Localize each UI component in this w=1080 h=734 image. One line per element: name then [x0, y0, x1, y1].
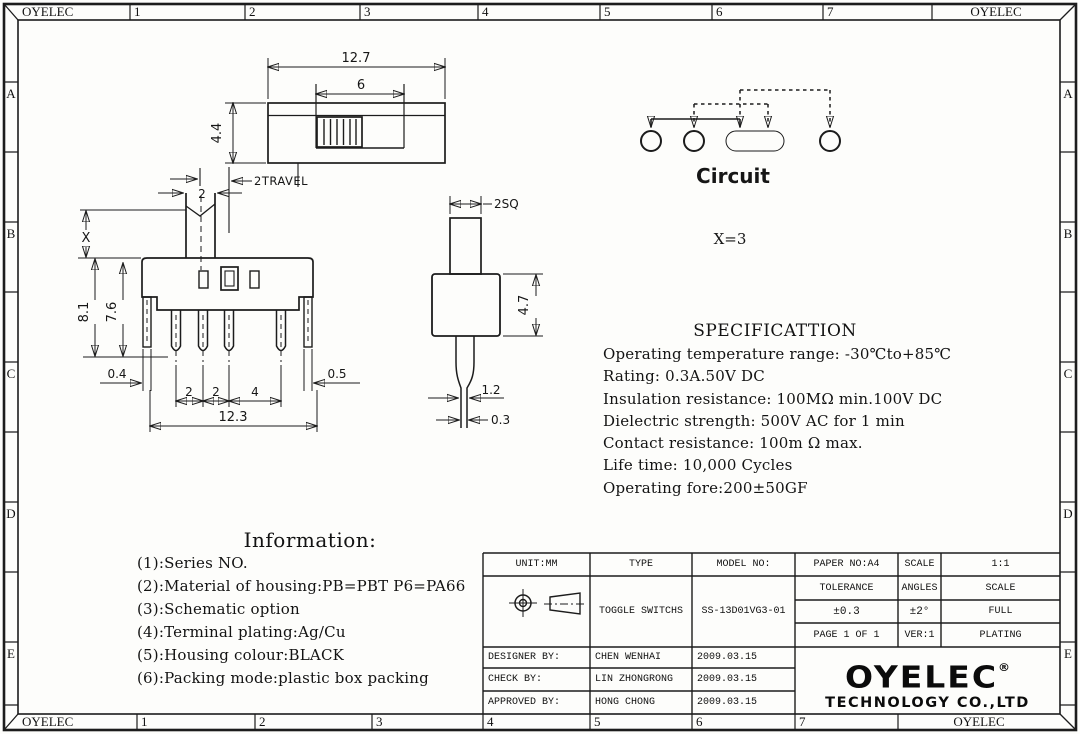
specification-list: [603, 343, 951, 499]
spec-line: Operating temperature range: -30℃to+85℃: [603, 345, 952, 363]
ruler-left-a: A: [6, 86, 16, 101]
ruler-bottom-6: 6: [696, 714, 703, 729]
tb-scale-value: 1:1: [991, 559, 1010, 570]
tb-approved-date: 2009.03.15: [697, 697, 758, 708]
dim-side-height: 4.7: [517, 294, 532, 316]
tb-designer-label: DESIGNER BY:: [488, 652, 561, 663]
ruler-right-d: D: [1063, 506, 1073, 521]
tb-angles-value: ±2°: [909, 605, 930, 618]
ruler-top-1: 1: [134, 4, 141, 19]
ruler-top-6: 6: [716, 4, 723, 19]
projection-symbol-icon: [509, 589, 586, 617]
tb-tolerance-label: TOLERANCE: [819, 582, 874, 594]
spec-line: Life time: 10,000 Cycles: [603, 456, 793, 475]
tb-scale2-label: SCALE: [985, 582, 1016, 594]
tb-check-name: LIN ZHONGRONG: [595, 674, 674, 685]
tb-check-date: 2009.03.15: [697, 674, 758, 685]
ruler-right-a: A: [1063, 86, 1073, 101]
registered-mark-icon: ®: [998, 660, 1011, 674]
dim-stem-square: 2SQ: [494, 197, 519, 211]
ruler-right-b: B: [1063, 226, 1073, 241]
dim-width-total: 12.3: [218, 410, 248, 425]
dim-body-width: 12.7: [341, 51, 371, 66]
terminal-3: [820, 131, 840, 151]
dim-height-x: X: [81, 231, 91, 246]
company-logo: [795, 647, 1060, 714]
tb-type-label: TYPE: [628, 559, 653, 570]
frame-brand-top-right: OYELEC: [970, 4, 1022, 19]
ruler-top-2: 2: [249, 4, 256, 19]
tb-angles-label: ANGLES: [901, 582, 938, 594]
spec-line: Rating: 0.3A.50V DC: [603, 367, 765, 386]
tb-type-value: TOGGLE SWITCHS: [598, 606, 683, 617]
ruler-bottom-7: 7: [799, 714, 806, 729]
ruler-bottom-5: 5: [594, 714, 601, 729]
tb-page: PAGE 1 OF 1: [813, 629, 880, 641]
dim-pin-width: 1.2: [481, 383, 501, 397]
tb-scale2-value: FULL: [988, 606, 1013, 617]
tb-unit: UNIT:MM: [515, 559, 558, 570]
terminal-1: [641, 131, 661, 151]
information-title: Information:: [243, 528, 377, 552]
dim-height-pins: 7.6: [105, 301, 120, 323]
front-view: [77, 193, 360, 432]
specification-title: SPECIFICATTION: [693, 321, 857, 341]
ruler-top-4: 4: [482, 4, 489, 19]
circuit-title: Circuit: [696, 164, 770, 188]
dim-wire-width: 0.3: [491, 413, 511, 427]
ruler-bottom-4: 4: [487, 714, 494, 729]
info-line: (3):Schematic option: [137, 600, 300, 618]
dim-stem-width: 2: [198, 187, 206, 201]
ruler-left-e: E: [7, 646, 15, 661]
tb-paper: PAPER NO:A4: [813, 559, 880, 570]
logo-text: OYELEC: [844, 658, 999, 695]
info-line: (6):Packing mode:plastic box packing: [137, 669, 429, 687]
tb-tolerance-value: ±0.3: [833, 605, 860, 618]
dim-body-height: 4.4: [210, 122, 225, 144]
ruler-left-d: D: [6, 506, 16, 521]
info-line: (4):Terminal plating:Ag/Cu: [137, 623, 346, 641]
frame-brand-top-left: OYELEC: [22, 4, 74, 19]
ruler-bottom-1: 1: [141, 714, 148, 729]
tb-check-label: CHECK BY:: [488, 674, 543, 685]
dim-slot-width: 6: [356, 78, 366, 93]
info-line: (1):Series NO.: [137, 554, 248, 572]
dim-pitch-1: 2: [185, 385, 193, 399]
ruler-bottom-3: 3: [376, 714, 383, 729]
spec-line: Contact resistance: 100m Ω max.: [603, 434, 863, 453]
tb-scale-label: SCALE: [904, 559, 935, 570]
circuit-diagram: [641, 90, 840, 248]
frame-brand-bottom-left: OYELEC: [22, 714, 74, 729]
side-view: [428, 196, 543, 428]
information-list: [137, 552, 466, 690]
spec-line: Operating fore:200±50GF: [603, 478, 808, 497]
ruler-right-c: C: [1063, 366, 1073, 381]
switch-body: [142, 258, 313, 310]
ruler-top-7: 7: [827, 4, 834, 19]
tb-model-label: MODEL NO:: [716, 559, 771, 570]
tb-approved-name: HONG CHONG: [595, 697, 656, 708]
spec-line: Insulation resistance: 100MΩ min.100V DC: [603, 389, 943, 408]
terminal-2: [684, 131, 704, 151]
tb-designer-date: 2009.03.15: [697, 652, 758, 663]
ruler-left-c: C: [6, 366, 16, 381]
ruler-top-3: 3: [364, 4, 371, 19]
tb-approved-label: APPROVED BY:: [488, 697, 561, 708]
frame-brand-bottom-right: OYELEC: [953, 714, 1005, 729]
info-line: (2):Material of housing:PB=PBT P6=PA66: [137, 577, 466, 595]
common-contact: [726, 131, 784, 151]
circuit-positions: X=3: [713, 230, 747, 248]
dim-height-total: 8.1: [77, 301, 92, 323]
tb-ver: VER:1: [904, 629, 935, 641]
ruler-bottom-2: 2: [259, 714, 266, 729]
dim-pitch-2: 2: [212, 385, 220, 399]
top-view: [158, 51, 445, 233]
ruler-top-5: 5: [604, 4, 611, 19]
logo-wordmark: [844, 652, 1011, 695]
logo-subtitle: TECHNOLOGY CO.,LTD: [825, 694, 1030, 711]
tb-plating: PLATING: [979, 629, 1022, 641]
tb-model-value: SS-13D01VG3-01: [701, 606, 786, 617]
tb-designer-name: CHEN WENHAI: [595, 652, 662, 663]
ruler-right-e: E: [1064, 646, 1072, 661]
dim-tab-left: 0.4: [107, 367, 127, 381]
info-line: (5):Housing colour:BLACK: [137, 646, 345, 664]
ruler-left-b: B: [6, 226, 16, 241]
dim-pitch-3: 4: [251, 385, 259, 399]
dim-travel: 2TRAVEL: [254, 174, 309, 188]
spec-line: Dielectric strength: 500V AC for 1 min: [603, 411, 905, 430]
dim-tab-right: 0.5: [327, 367, 347, 381]
